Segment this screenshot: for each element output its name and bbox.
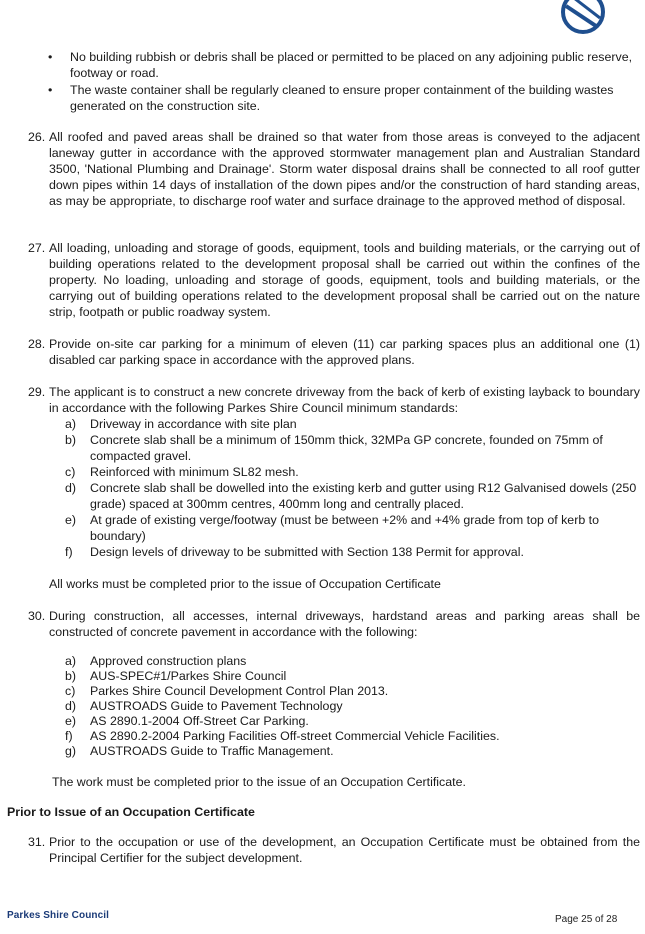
bullet-dot-icon: •: [48, 83, 53, 97]
bullet-dot-icon: •: [48, 50, 53, 64]
bullet-list: [48, 49, 640, 115]
condition-26: [28, 129, 640, 209]
condition-number: 29.: [28, 385, 46, 399]
section-heading: Prior to Issue of an Occupation Certificate: [7, 805, 255, 819]
condition-text: Prior to the occupation or use of the development, an Occupation Certificate must be obtained from the Principal Certifier for the subject development.: [49, 835, 640, 865]
sub-item: b) Concrete slab shall be a minimum of 150mm thick, 32MPa GP concrete, founded on 75mm of compacted gravel.: [65, 433, 603, 463]
sub-item: d) AUSTROADS Guide to Pavement Technology: [65, 699, 343, 713]
sub-item: f) Design levels of driveway to be submitted with Section 138 Permit for approval.: [65, 545, 524, 559]
condition-text: All roofed and paved areas shall be drained so that water from those areas is conveyed to the adjacent laneway gutter in accordance with the approved stormwater management plan and Australian Standard 3500, 'National Plumbing and Drainage'. Storm water disposal drains shall be connected to all roof gutter down pipes within 14 days of installation of the down pipes and/or the construction of hard standing areas, as may be appropriate, to discharge roof water and surface drainage to the approved method of disposal.: [49, 130, 640, 208]
condition-31: [28, 834, 640, 866]
sub-list: [65, 654, 640, 759]
sub-item: g) AUSTROADS Guide to Traffic Management.: [65, 744, 334, 758]
footer-brand: Parkes Shire Council: [7, 910, 110, 921]
condition-number: 27.: [28, 241, 46, 255]
condition-text: The applicant is to construct a new concrete driveway from the back of kerb of existing layback to boundary in accordance with the following Parkes Shire Council minimum standards:: [49, 385, 640, 415]
sub-item: e) AS 2890.1-2004 Off-Street Car Parking.: [65, 714, 309, 728]
condition-number: 31.: [28, 835, 46, 849]
condition-text: During construction, all accesses, internal driveways, hardstand areas and parking areas shall be constructed of concrete pavement in accordance with the following:: [49, 609, 640, 639]
sub-item: a) Approved construction plans: [65, 654, 247, 668]
condition-number: 26.: [28, 130, 46, 144]
condition-27: [28, 240, 640, 320]
sub-item: b) AUS-SPEC#1/Parkes Shire Council: [65, 669, 287, 683]
condition-28: [28, 336, 640, 368]
sub-item: d) Concrete slab shall be dowelled into the existing kerb and gutter using R12 Galvanised dowels (250 grade) spaced at 300mm centres, 400mm long and centrally placed.: [65, 481, 637, 511]
sub-item: c) Reinforced with minimum SL82 mesh.: [65, 465, 299, 479]
sub-item: c) Parkes Shire Council Development Control Plan 2013.: [65, 684, 389, 698]
completion-note: All works must be completed prior to the issue of Occupation Certificate: [49, 577, 441, 591]
completion-note: The work must be completed prior to the issue of an Occupation Certificate.: [52, 775, 466, 789]
sub-list: [65, 416, 640, 560]
page-number: Page 25 of 28: [555, 914, 618, 925]
sub-item: e) At grade of existing verge/footway (must be between +2% and +4% grade from top of kerb to boundary): [65, 513, 599, 543]
condition-number: 28.: [28, 337, 46, 351]
condition-29: [28, 384, 640, 560]
condition-30: [28, 608, 640, 759]
condition-text: Provide on-site car parking for a minimum of eleven (11) car parking spaces plus an additional one (1) disabled car parking space in accordance with the approved plans.: [49, 337, 640, 367]
condition-number: 30.: [28, 609, 46, 623]
bullet-item: • The waste container shall be regularly cleaned to ensure proper containment of the building wastes generated on the construction site.: [48, 83, 614, 113]
condition-text: All loading, unloading and storage of goods, equipment, tools and building materials, or the carrying out of building operations related to the development proposal shall be carried out within the confines of the property. No loading, unloading and storage of goods, equipment, tools and building materials, or the carrying out of building operations related to the development proposal shall be carried out on the nature strip, footpath or public roadway system.: [49, 241, 640, 319]
council-logo-icon: [556, 0, 608, 36]
sub-item: f) AS 2890.2-2004 Parking Facilities Off-street Commercial Vehicle Facilities.: [65, 729, 500, 743]
bullet-item: • No building rubbish or debris shall be placed or permitted to be placed on any adjoining public reserve, footway or road.: [48, 50, 633, 80]
sub-item: a) Driveway in accordance with site plan: [65, 417, 297, 431]
